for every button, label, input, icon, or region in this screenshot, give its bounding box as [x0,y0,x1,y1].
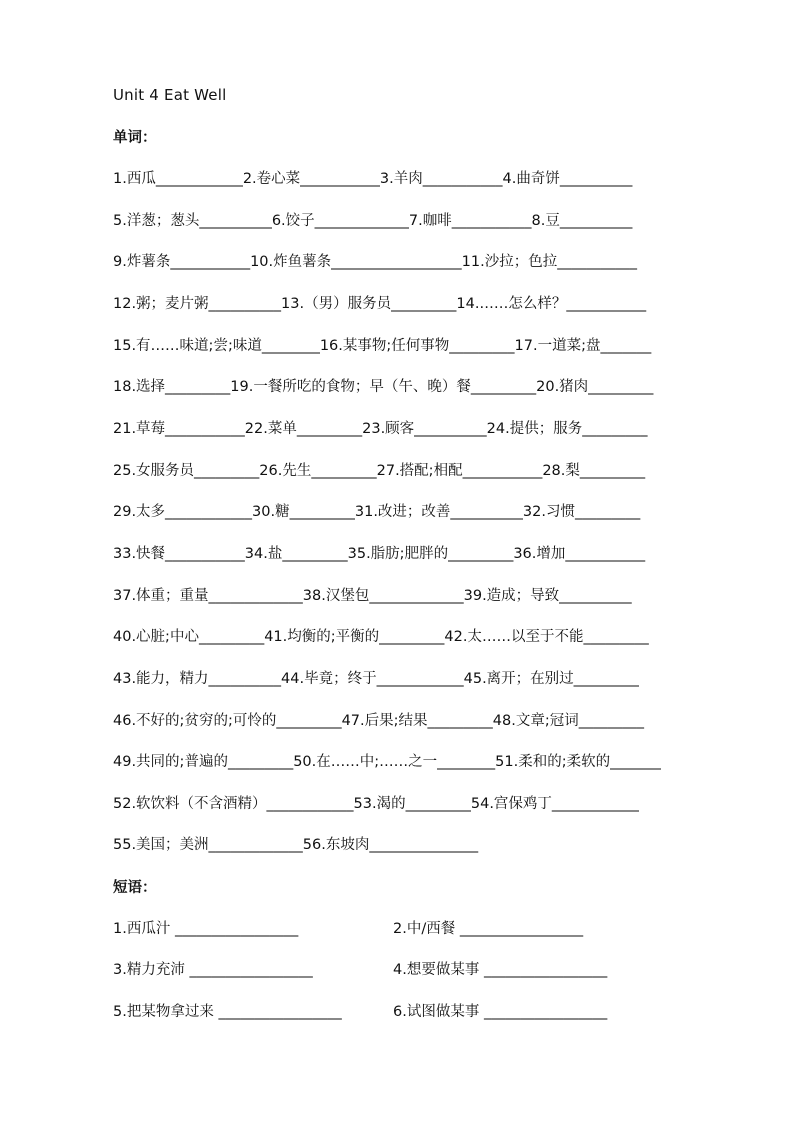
vocab-line: 9.炸薯条___________10.炸鱼薯条__________________11.沙拉；色拉___________ [113,254,637,270]
vocab-line: 49.共同的;普遍的_________50.在……中;……之一________51.柔和的;柔软的_______ [113,754,661,770]
vocab-line: 52.软饮料（不含酒精）____________53.渴的_________54.宫保鸡丁____________ [113,796,639,812]
page-title: Unit 4 Eat Well [113,86,227,104]
vocab-line: 18.选择_________19.一餐所吃的食物；早（午、晚）餐_________20.猪肉_________ [113,379,654,395]
phrases-heading: 短语： [113,880,157,896]
phrase-item: 6.试图做某事 _________________ [393,1004,608,1020]
vocab-line: 12.粥；麦片粥__________13.（男）服务员_________14.……怎么样？___________ [113,296,647,312]
vocab-line: 37.体重；重量_____________38.汉堡包_____________39.造成；导致__________ [113,588,632,604]
phrase-item: 1.西瓜汁 _________________ [113,921,299,937]
phrase-item: 5.把某物拿过来 _________________ [113,1004,342,1020]
vocab-heading: 单词： [113,130,157,146]
vocab-line: 29.太多____________30.糖_________31.改进；改善__________32.习惯_________ [113,504,641,520]
vocab-line: 21.草莓___________22.菜单_________23.顾客__________24.提供；服务_________ [113,421,648,437]
vocab-line: 40.心脏;中心_________41.均衡的;平衡的_________42.太……以至于不能_________ [113,629,649,645]
vocab-line: 43.能力，精力__________44.毕竟；终于____________45.离开；在别过_________ [113,671,639,687]
vocab-line: 25.女服务员_________26.先生_________27.搭配;相配___________28.梨_________ [113,463,646,479]
vocab-line: 1.西瓜____________2.卷心菜___________3.羊肉___________4.曲奇饼__________ [113,171,633,187]
vocab-line: 33.快餐___________34.盐_________35.脂肪;肥胖的_________36.增加___________ [113,546,646,562]
phrase-item: 4.想要做某事 _________________ [393,962,608,978]
phrase-item: 2.中/西餐 _________________ [393,921,584,937]
phrase-item: 3.精力充沛 _________________ [113,962,313,978]
vocab-line: 55.美国；美洲_____________56.东坡肉_______________ [113,837,479,853]
vocab-line: 5.洋葱；葱头__________6.饺子_____________7.咖啡___________8.豆__________ [113,213,633,229]
vocab-line: 46.不好的;贫穷的;可怜的_________47.后果;结果_________48.文章;冠词_________ [113,713,644,729]
vocab-line: 15.有……味道;尝;味道________16.某事物;任何事物_________17.一道菜;盘_______ [113,338,652,354]
